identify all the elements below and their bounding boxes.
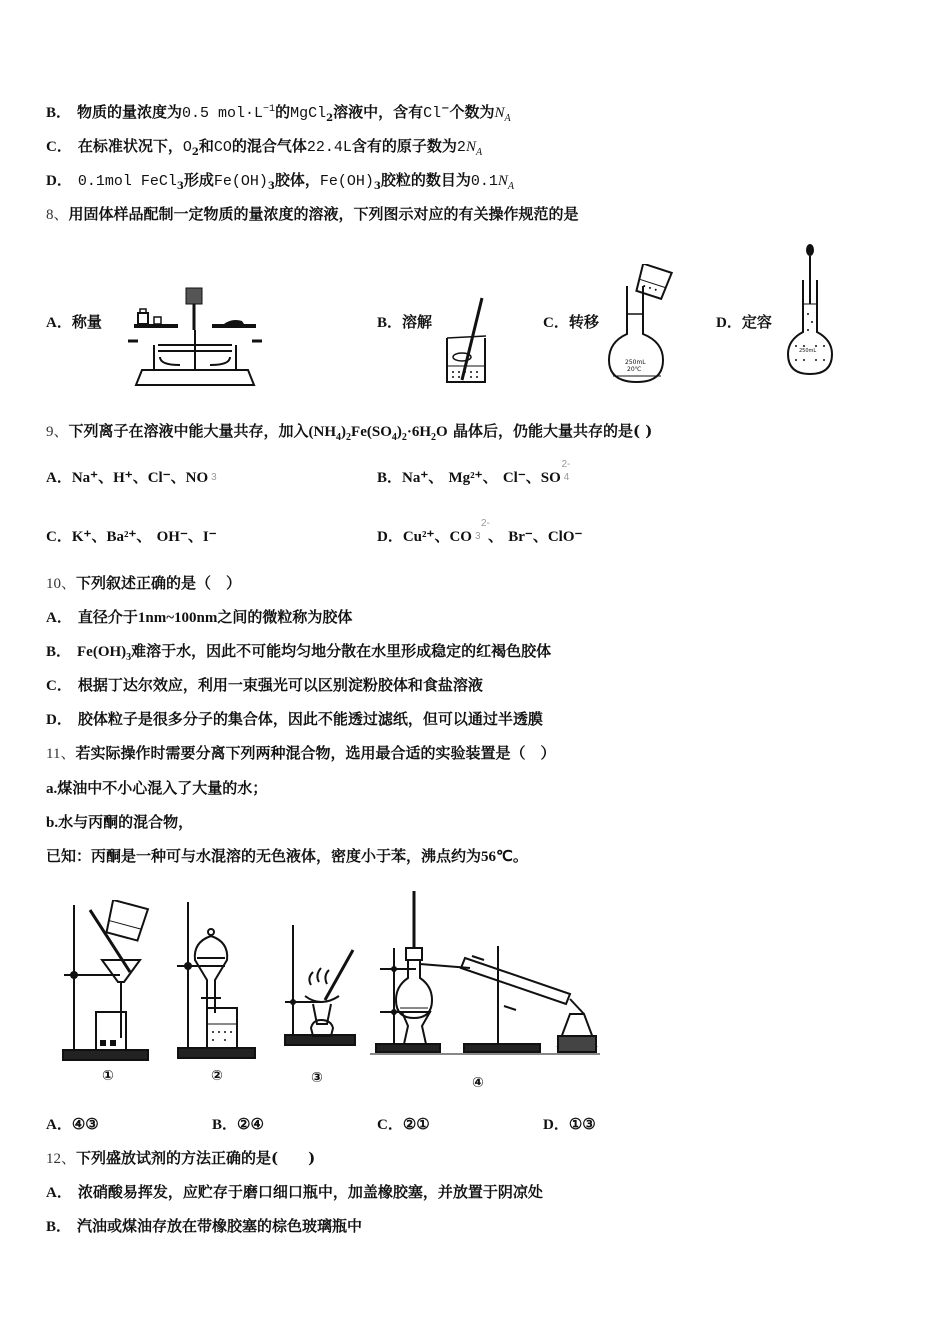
option-text: 直径介于 <box>77 608 138 626</box>
subscript: 3 <box>373 181 381 192</box>
subscript: 3 <box>176 181 184 192</box>
subscript: 3 <box>267 181 275 192</box>
separator: 、 <box>132 468 148 486</box>
formula <box>308 424 448 443</box>
separator: 、 <box>136 527 152 545</box>
option-label: A． <box>46 610 72 626</box>
evaporation-apparatus-figure <box>283 920 363 1055</box>
option-label: B． <box>46 1219 72 1235</box>
ion-subscript: 3 <box>474 531 481 542</box>
q11-option-a <box>46 1114 99 1135</box>
option-label: D． <box>46 173 72 189</box>
q11-option-b <box>212 1114 264 1135</box>
avogadro-symbol: N <box>497 173 508 189</box>
formula-part: (NH <box>308 424 337 440</box>
item-text: 煤油中不小心混入了大量的水； <box>57 779 268 797</box>
option-label: B． <box>46 644 72 660</box>
ion: Cu²⁺ <box>402 529 435 545</box>
svg-text:250mL: 250mL <box>799 348 817 354</box>
ion: Br⁻ <box>508 529 533 545</box>
q10-option-b <box>46 641 551 662</box>
option-label: C． <box>377 1117 403 1133</box>
q7-option-d <box>46 170 514 192</box>
q10-option-d <box>46 709 543 730</box>
option-label: A． <box>46 315 72 331</box>
ion: OH⁻ <box>156 529 188 545</box>
value: 2 <box>456 139 466 156</box>
option-label: C． <box>46 139 72 155</box>
q9-option-b <box>377 459 571 490</box>
q11-option-d <box>543 1114 596 1135</box>
known-text: 已知：丙酮是一种可与水混溶的无色液体，密度小于苯，沸点约为 <box>46 847 482 865</box>
q10-option-c <box>46 675 483 696</box>
option-text: 浓硝酸易挥发，应贮存于磨口细口瓶中，加盖橡胶塞，并放置于阴凉处 <box>77 1183 543 1201</box>
subscript: 2 <box>431 432 437 443</box>
ion-subscript: 4 <box>563 472 570 483</box>
separator: 、 <box>482 468 498 486</box>
ion-subscript: 3 <box>211 472 217 483</box>
ion-charge: 2- <box>481 518 490 529</box>
q11-item-a <box>46 778 267 799</box>
subscript: 3 <box>126 652 132 663</box>
formula-part: ) <box>396 424 402 440</box>
amount: 0.1mol FeCl <box>77 173 177 190</box>
question-text: 若实际操作时需要分离下列两种混合物，选用最合适的实验装置是（ ） <box>75 744 556 762</box>
separator: 、 <box>434 527 450 545</box>
size-range: 1nm~100nm <box>137 610 218 626</box>
ion: K⁺ <box>71 529 92 545</box>
option-label: D． <box>377 529 403 545</box>
option-label: A． <box>46 1185 72 1201</box>
q7-option-b <box>46 102 511 124</box>
option-label: C． <box>543 315 569 331</box>
q11-option-c <box>377 1114 430 1135</box>
formula-part: Fe(SO <box>351 424 392 440</box>
text: 在标准状况下， <box>77 137 183 155</box>
option-text: ④③ <box>71 1115 99 1133</box>
separator: 、 <box>428 468 444 486</box>
subscript: A <box>475 147 483 158</box>
figure-label-3: ③ <box>311 1070 323 1086</box>
q12-option-a <box>46 1182 543 1203</box>
item-text: 水与丙酮的混合物， <box>58 813 194 831</box>
volumetric-flask-dropper-figure <box>786 242 836 377</box>
svg-text:250mL: 250mL <box>625 359 646 366</box>
known-text: 。 <box>512 847 528 865</box>
q8-option-d <box>716 312 772 333</box>
option-label: B． <box>377 315 403 331</box>
ion: CO <box>449 529 472 545</box>
separator: 、 <box>170 468 186 486</box>
option-label: C． <box>46 529 72 545</box>
volume: 22.4L <box>306 139 352 156</box>
option-label: A． <box>46 470 72 486</box>
formula-part: O <box>436 424 448 440</box>
formula: Fe(OH) <box>213 173 268 190</box>
ion: Ba²⁺ <box>106 529 137 545</box>
formula-part: ) <box>341 424 347 440</box>
separatory-funnel-apparatus-figure <box>175 898 260 1063</box>
option-text: ①③ <box>568 1115 596 1133</box>
option-text: 根据丁达尔效应，利用一束强光可以区别淀粉胶体和食盐溶液 <box>77 676 483 694</box>
question-number: 12、 <box>46 1151 77 1167</box>
subscript: 4 <box>391 432 397 443</box>
option-text: ②④ <box>237 1115 264 1133</box>
question-number: 10、 <box>46 576 77 592</box>
q9-option-d <box>377 518 583 549</box>
question-text: 下列盛放试剂的方法正确的是( ) <box>76 1149 316 1167</box>
option-label: A． <box>46 1117 72 1133</box>
beaker-stirring-rod-figure <box>444 296 489 384</box>
q7-option-c <box>46 136 482 158</box>
q8-option-b <box>377 312 432 333</box>
q8-option-a <box>46 312 102 333</box>
option-text: 转移 <box>568 313 599 331</box>
formula: Fe(OH) <box>319 173 374 190</box>
q12-option-b <box>46 1216 362 1237</box>
q9-stem <box>46 421 652 442</box>
separator: 、 <box>532 527 548 545</box>
ion: NO <box>185 470 209 486</box>
subscript: 2 <box>191 147 199 158</box>
ion: Na⁺ <box>402 470 429 486</box>
volumetric-flask-transfer-figure <box>605 264 675 384</box>
ion: SO <box>540 470 561 486</box>
separator: 、 <box>91 527 107 545</box>
formula: CO <box>213 139 232 156</box>
option-text: ②① <box>402 1115 430 1133</box>
ion: H⁺ <box>113 470 133 486</box>
separator: 、 <box>525 468 541 486</box>
option-text: 称量 <box>71 313 102 331</box>
q11-item-b <box>46 812 193 833</box>
text: 物质的量浓度为 <box>77 103 183 121</box>
ion: Cl⁻ <box>502 470 526 486</box>
item-label: b. <box>46 815 59 831</box>
exponent: −1 <box>263 104 276 115</box>
option-label: D． <box>716 315 742 331</box>
separator: 、 <box>187 527 203 545</box>
item-label: a. <box>46 781 58 797</box>
q11-known-info <box>46 846 528 867</box>
avogadro-symbol: N <box>494 105 505 121</box>
subscript: A <box>504 113 511 124</box>
ion: Mg²⁺ <box>448 470 483 486</box>
option-label: B． <box>46 105 72 121</box>
subscript: 2 <box>326 113 334 124</box>
question-number: 9、 <box>46 424 69 440</box>
option-text: 汽油或煤油存放在带橡胶塞的棕色玻璃瓶中 <box>77 1217 363 1235</box>
question-text: 晶体后，仍能大量共存的是( ) <box>452 422 653 440</box>
q11-stem <box>46 743 555 764</box>
figure-label-1: ① <box>102 1068 114 1084</box>
charge: − <box>441 103 450 114</box>
formula: MgCl <box>290 105 327 122</box>
balance-scale-figure <box>120 285 270 390</box>
option-label: B． <box>212 1117 238 1133</box>
value: 0.1 <box>470 173 498 190</box>
q8-stem <box>46 204 579 225</box>
text: 胶粒的数目为 <box>380 171 471 189</box>
ion: Na⁺ <box>71 470 99 486</box>
formula: Fe(OH) <box>77 644 127 660</box>
ion: I⁻ <box>202 529 217 545</box>
q8-option-c <box>543 312 599 333</box>
q10-stem <box>46 573 241 594</box>
question-text: 下列离子在溶液中能大量共存，加入 <box>68 422 309 440</box>
option-label: D． <box>543 1117 569 1133</box>
text: 的 <box>275 103 291 121</box>
svg-text:20℃: 20℃ <box>627 366 642 373</box>
subscript: 2 <box>346 432 352 443</box>
subscript: A <box>507 181 514 192</box>
text: 和 <box>198 137 214 155</box>
ion: Cl <box>423 105 442 122</box>
question-number: 11、 <box>46 746 76 762</box>
text: 胶体， <box>274 171 320 189</box>
ion: ClO⁻ <box>547 529 583 545</box>
value: 0.5 mol·L <box>182 105 264 122</box>
distillation-apparatus-figure <box>370 886 600 1061</box>
option-text: 溶解 <box>402 313 433 331</box>
separator: 、 <box>487 527 503 545</box>
text: 溶液中，含有 <box>333 103 424 121</box>
text: 的混合气体 <box>231 137 307 155</box>
text: 含有的原子数为 <box>351 137 457 155</box>
option-text: 胶体粒子是很多分子的集合体，因此不能透过滤纸，但可以通过半透膜 <box>77 710 543 728</box>
question-text: 下列叙述正确的是（ ） <box>76 574 242 592</box>
text: 形成 <box>183 171 214 189</box>
ion: Cl⁻ <box>147 470 171 486</box>
avogadro-symbol: N <box>465 139 476 155</box>
figure-label-4: ④ <box>472 1075 484 1091</box>
figure-label-2: ② <box>211 1068 223 1084</box>
boiling-point: 56℃ <box>481 849 513 865</box>
option-text: 难溶于水，因此不可能均匀地分散在水里形成稳定的红褐色胶体 <box>131 642 552 660</box>
subscript: 4 <box>336 432 342 443</box>
subscript: 2 <box>401 432 407 443</box>
filtration-apparatus-figure <box>60 900 155 1065</box>
q9-option-a <box>46 467 217 490</box>
option-label: B． <box>377 470 403 486</box>
option-text: 之间的微粒称为胶体 <box>217 608 353 626</box>
option-label: D． <box>46 712 72 728</box>
q10-option-a <box>46 607 352 628</box>
q9-option-c <box>46 526 217 547</box>
option-text: 定容 <box>741 313 772 331</box>
question-number: 8、 <box>46 207 69 223</box>
ion-charge: 2- <box>561 459 571 470</box>
q12-stem <box>46 1148 315 1169</box>
formula-part: ·6H <box>406 424 432 440</box>
formula: O <box>182 139 192 156</box>
text: 个数为 <box>449 103 495 121</box>
option-label: C． <box>46 678 72 694</box>
separator: 、 <box>98 468 114 486</box>
question-text: 用固体样品配制一定物质的量浓度的溶液，下列图示对应的有关操作规范的是 <box>68 205 579 223</box>
